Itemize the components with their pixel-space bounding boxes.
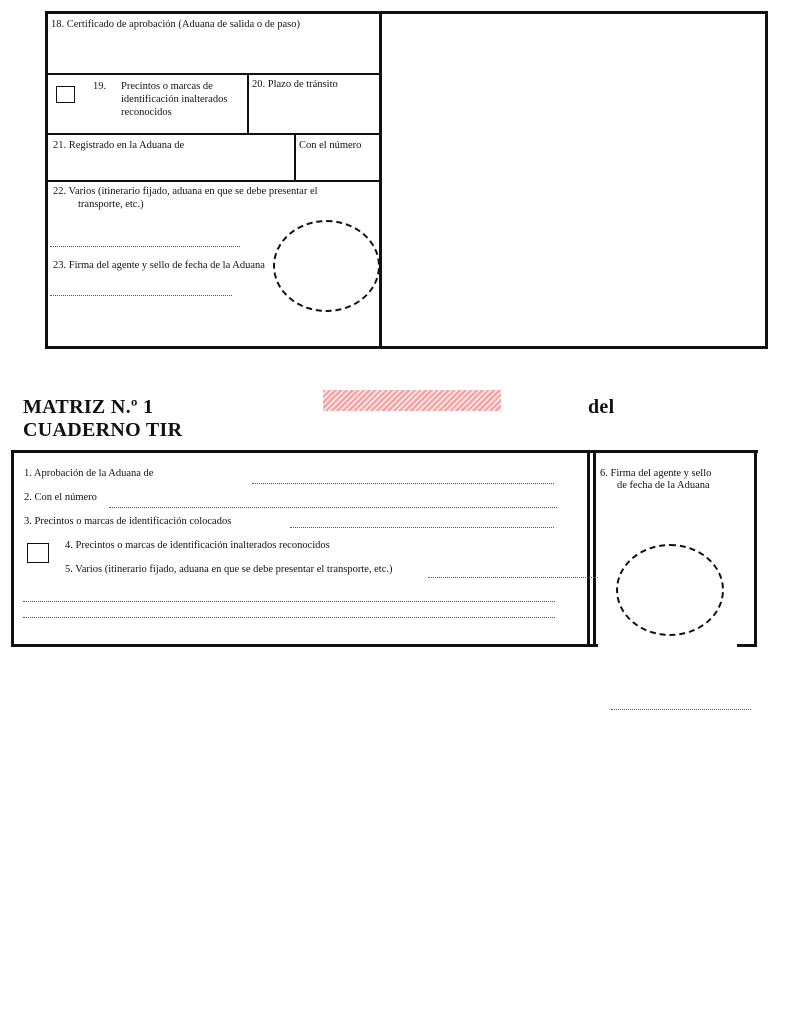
top-form-border-right <box>765 11 768 349</box>
matriz-field-2-dotted-line <box>109 507 557 508</box>
field-22-label-line2: transporte, etc.) <box>78 199 144 210</box>
field-19-checkbox[interactable] <box>56 86 75 103</box>
matriz-field-1-label: 1. Aprobación de la Aduana de <box>24 468 154 479</box>
col-sep-21 <box>294 134 296 181</box>
field-18-label: 18. Certificado de aprobación (Aduana de salida o de paso) <box>51 19 300 30</box>
matriz-border-bottom-left <box>11 644 598 647</box>
field-21-number-label: Con el número <box>299 140 362 151</box>
field-19-number: 19. <box>93 81 107 92</box>
matriz-border-right <box>754 450 757 647</box>
matriz-field-4-checkbox[interactable] <box>27 543 49 563</box>
field-22-dotted-line <box>50 246 240 247</box>
matriz-divider-outer <box>593 452 596 647</box>
matriz-field-6-label-line2: de fecha de la Aduana <box>617 480 710 491</box>
field-23-label: 23. Firma del agente y sello de fecha de la Aduana <box>53 260 265 271</box>
matriz-divider-inner <box>587 452 590 644</box>
matriz-field-1-dotted-line <box>252 483 554 484</box>
matriz-field-3-label: 3. Precintos o marcas de identificación colocados <box>24 516 232 527</box>
matriz-border-left <box>11 450 14 647</box>
del-label: del <box>588 396 615 418</box>
matriz-border-bottom-right <box>737 644 757 647</box>
matriz-field-3-dotted-line <box>290 527 554 528</box>
matriz-field-5-dotted-line-3 <box>23 617 555 618</box>
matriz-stamp-circle <box>616 544 724 636</box>
top-stamp-circle <box>273 220 380 312</box>
top-form-border-top <box>45 11 768 14</box>
matriz-field-5-dotted-line <box>428 577 598 578</box>
field-20-label: 20. Plazo de tránsito <box>252 79 338 90</box>
field-19-label: Precintos o marcas de identificación inalterados reconocidos <box>121 81 228 118</box>
field-23-dotted-line <box>50 295 232 296</box>
matriz-field-6-label-line1: 6. Firma del agente y sello <box>600 468 712 479</box>
redacted-number <box>323 390 501 411</box>
cuaderno-title: CUADERNO TIR <box>23 419 183 441</box>
matriz-field-5-label: 5. Varios (itinerario fijado, aduana en que se debe presentar el transporte, etc.) <box>65 564 393 575</box>
matriz-border-top <box>11 450 758 453</box>
top-form-border-bottom <box>45 346 768 349</box>
signature-dotted-line <box>611 709 751 710</box>
matriz-field-5-dotted-line-2 <box>23 601 555 602</box>
row-sep-18 <box>47 73 380 75</box>
row-sep-19 <box>47 133 380 135</box>
matriz-field-2-label: 2. Con el número <box>24 492 97 503</box>
row-sep-21 <box>47 180 380 182</box>
matriz-title: MATRIZ N.º 1 <box>23 396 154 418</box>
field-21-label: 21. Registrado en la Aduana de <box>53 140 185 151</box>
field-22-label-line1: 22. Varios (itinerario fijado, aduana en que se debe presentar el <box>53 186 318 197</box>
matriz-field-4-label: 4. Precintos o marcas de identificación inalterados reconocidos <box>65 540 330 551</box>
